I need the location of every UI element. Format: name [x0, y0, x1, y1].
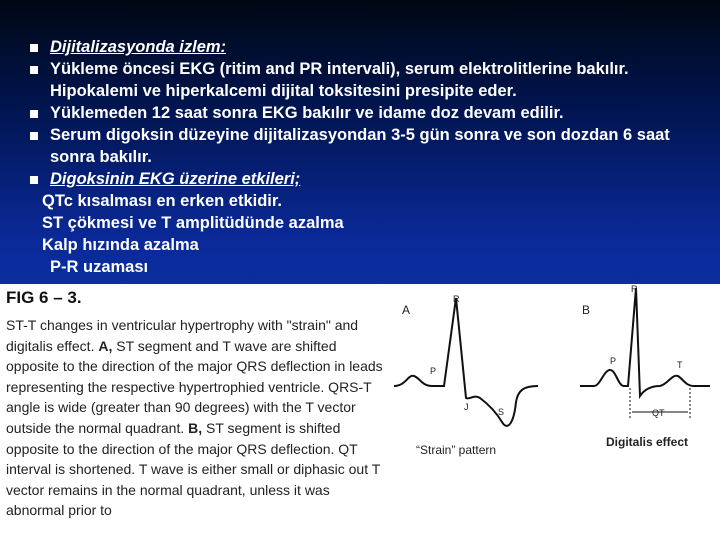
square-bullet-icon [30, 176, 38, 184]
bullet-text: Dijitalizasyonda izlem: [50, 38, 227, 56]
bullet-list [20, 36, 710, 278]
figure-title: FIG 6 – 3. [6, 288, 82, 307]
panel-b-label: B [582, 303, 591, 317]
bullet-item [20, 124, 710, 168]
panel-a-label: A [402, 303, 411, 317]
qt-label: QT [652, 408, 665, 418]
p-wave-label: P [610, 356, 617, 366]
r-wave-label: R [453, 294, 460, 304]
effect-line: Kalp hızında azalma [42, 236, 199, 254]
caption-label-b: B, [188, 419, 203, 436]
square-bullet-icon [30, 110, 38, 118]
t-wave-label: T [677, 360, 683, 370]
caption-a: ST segment and T wave are shifted opposite to the direction of the major QRS deflection in leads representing the respective hypertrophied ventricle. QRS-T angle is wide (greater than 90 degrees) with the T vector outside the normal quadrant. [6, 337, 383, 436]
caption-b: ST segment is shifted opposite to the direction of the major QRS deflection. QT interval is shortened. T wave is either small or diphasic out T vector remains in the normal quadrant, unless it was abnormal prior to [6, 419, 381, 519]
strain-pattern-caption: “Strain” pattern [416, 443, 497, 457]
bullet-item [20, 102, 710, 124]
digitalis-effect-caption: Digitalis effect [606, 435, 689, 449]
bullet-item [20, 168, 710, 190]
caption-label-a: A, [98, 337, 113, 354]
bullet-text: Digoksinin EKG üzerine etkileri; [50, 170, 301, 188]
r-wave-label: R [631, 284, 638, 294]
bullet-text: Serum digoksin düzeyine dijitalizasyondan 3-5 gün sonra ve son dozdan 6 saat sonra bakılır. [50, 126, 670, 166]
figure-caption [6, 315, 386, 521]
bullet-item [20, 36, 710, 58]
square-bullet-icon [30, 66, 38, 74]
effect-line: QTc kısalması en erken etkidir. [42, 192, 282, 210]
s-wave-label: S [498, 407, 505, 417]
caption-intro: ST-T changes in ventricular hypertrophy with "strain" and digitalis effect. [6, 317, 359, 354]
bullet-text: Yüklemeden 12 saat sonra EKG bakılır ve idame doz devam edilir. [50, 104, 564, 122]
effect-line: P-R uzaması [50, 258, 149, 276]
effect-line: ST çökmesi ve T amplitüdünde azalma [42, 214, 344, 232]
square-bullet-icon [30, 44, 38, 52]
digitalis-trace [580, 288, 710, 396]
ecg-figure [0, 284, 720, 540]
j-point-label: J [464, 402, 469, 412]
square-bullet-icon [30, 132, 38, 140]
bullet-text: Yükleme öncesi EKG (ritim and PR intervali), serum elektrolitlerine bakılır. Hipokalemi ve hiperkalcemi dijital toksitesini presipite eder. [50, 60, 629, 100]
bullet-item [20, 58, 710, 102]
ecg-tracings [380, 284, 720, 540]
p-wave-label: P [430, 366, 437, 376]
